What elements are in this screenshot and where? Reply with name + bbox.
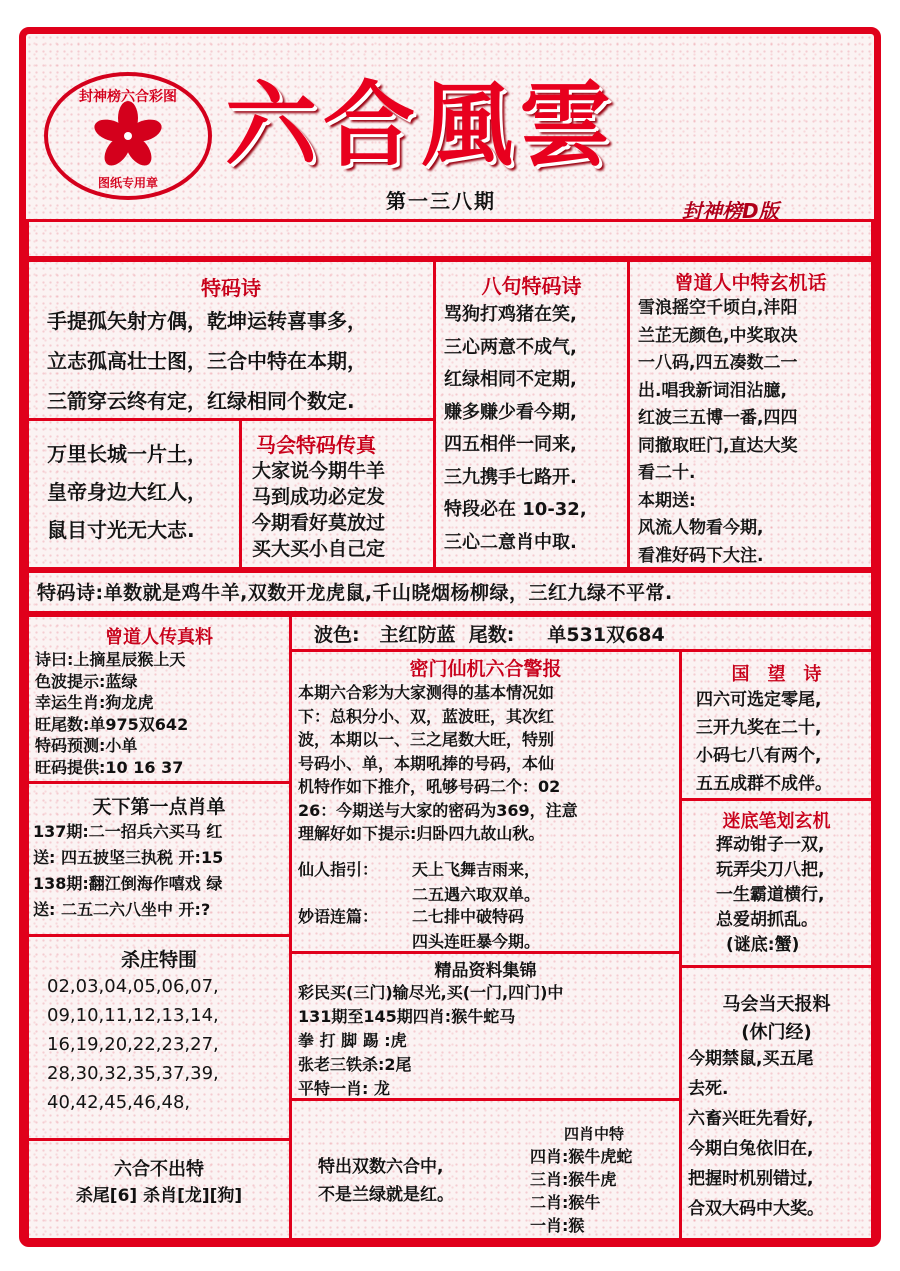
kill-line: 28,30,32,35,37,39, <box>47 1063 219 1084</box>
zeng-mystic-line: 本期送: <box>638 490 696 511</box>
kill-line: 40,42,45,46,48, <box>47 1092 191 1113</box>
wave-label: 波色: <box>314 624 360 646</box>
double-line: 特出双数六合中, <box>318 1157 444 1177</box>
collection-box <box>289 951 682 1101</box>
eight-lines-line: 三心二意肖中取. <box>444 531 577 553</box>
no-special-title: 六合不出特 <box>114 1159 204 1180</box>
zeng-mystic-line: 红波三五博一番,四四 <box>638 408 798 428</box>
zodiac-list-title: 天下第一点肖单 <box>92 796 226 818</box>
mahui-report-line: 六畜兴旺先看好, <box>688 1109 814 1129</box>
secret-line: 下：总积分小、双，蓝波旺，其次红 <box>298 706 555 726</box>
tema-poem-title: 特码诗 <box>201 276 261 300</box>
nation-poem-line: 三开九奖在二十, <box>696 718 822 738</box>
tema-poem-line: 三箭穿云终有定，红绿相同个数定. <box>47 389 355 413</box>
tema-poem-box <box>26 259 436 421</box>
great-wall-line: 皇帝身边大红人， <box>47 480 207 504</box>
collection-line: 平特一肖: 龙 <box>298 1079 390 1098</box>
poem-line: 四头连旺暴今期。 <box>412 932 541 951</box>
secret-line: 号码小、单，本期吼捧的号码，本仙 <box>298 753 555 773</box>
mahui-fax-line: 大家说今期牛羊 <box>252 460 386 482</box>
mahui-report-line: 去死. <box>688 1079 729 1099</box>
eight-lines-line: 三心两意不成气, <box>444 336 577 358</box>
guide-line: 二五遇六取双单。 <box>412 885 541 904</box>
guide-label: 仙人指引： <box>298 860 379 879</box>
kill-line: 09,10,11,12,13,14, <box>47 1005 219 1026</box>
secret-line: 26：今期送与大家的密码为369，注意 <box>298 800 578 820</box>
zeng-mystic-line: 雪浪摇空千顷白,沣阳 <box>638 298 798 318</box>
collection-line: 拳 打 脚 踢 :虎 <box>298 1031 407 1050</box>
zeng-fax-line: 旺码提供:10 16 37 <box>35 757 184 777</box>
tema-poem-line: 立志孤高壮士图，三合中特在本期， <box>47 349 367 373</box>
double-box <box>289 1098 682 1241</box>
tema-poem-text <box>29 301 433 421</box>
page-title: 六合風雲 <box>225 71 618 179</box>
nation-poem-line: 四六可选定零尾, <box>696 690 822 710</box>
eight-lines-title: 八句特码诗 <box>481 274 582 298</box>
seal-top-text: 封神榜六合彩图 <box>79 89 177 105</box>
seal-stamp <box>44 72 212 200</box>
poem-line: 二七排中破特码 <box>412 907 525 926</box>
kill-line: 16,19,20,22,23,27, <box>47 1034 219 1055</box>
tail-value: 单531双684 <box>547 624 665 646</box>
zeng-mystic-line: 一八码,四五凑数二一 <box>638 353 798 373</box>
mahui-report-box <box>679 965 874 1241</box>
nation-poem-line: 五五成群不成伴。 <box>696 774 832 794</box>
no-special-line: 杀尾[6] 杀肖[龙][狗] <box>75 1186 243 1206</box>
nation-poem-box <box>679 649 874 801</box>
eight-lines-box <box>433 259 630 570</box>
zeng-mystic-line: 出.唱我新词泪沾臆, <box>638 380 787 401</box>
issue-number: 第一三八期 <box>386 189 496 213</box>
seal-bottom-text: 图纸专用章 <box>97 176 158 190</box>
header-divider-bar <box>26 219 874 259</box>
eight-lines-line: 特段必在 10-32, <box>444 499 587 520</box>
secret-line: 波，本期以一、三之尾数大旺，特别 <box>298 730 555 749</box>
secret-box <box>289 649 682 954</box>
collection-title: 精品资料集锦 <box>434 961 537 981</box>
eight-lines-line: 赚多赚少看今期, <box>444 401 577 423</box>
great-wall-line: 鼠目寸光无大志. <box>47 518 195 542</box>
great-wall-line: 万里长城一片土， <box>47 442 207 466</box>
eight-lines-line: 三九携手七路开. <box>444 466 577 488</box>
zeng-mystic-line: 看准好码下大注. <box>638 545 764 566</box>
zodiac-list-line: 送: 二五二六八坐中 开:? <box>33 900 211 919</box>
guide-line: 天上飞舞吉雨来， <box>412 860 541 879</box>
eight-lines-line: 四五相伴一同来, <box>444 434 577 455</box>
zeng-fax-box <box>26 614 292 784</box>
riddle-title: 迷底笔划玄机 <box>722 811 831 832</box>
secret-line: 理解好如下提示:归卧四九故山秋。 <box>298 824 545 843</box>
zeng-mystic-box <box>627 259 874 570</box>
eight-lines-line: 红绿相同不定期, <box>444 369 577 390</box>
mahui-fax-box <box>239 418 436 570</box>
poem-label: 妙语连篇： <box>298 907 379 926</box>
edition-label: 封神榜D版 <box>682 199 779 223</box>
wave-value: 主红防蓝 <box>379 624 456 646</box>
four-zodiac-line: 四肖:猴牛虎蛇 <box>530 1147 633 1166</box>
kill-box <box>26 934 292 1141</box>
zodiac-list-box <box>26 781 292 937</box>
collection-line: 张老三铁杀:2尾 <box>298 1055 412 1074</box>
zodiac-list-line: 137期:二一招兵六买马 红 <box>33 822 223 841</box>
zeng-mystic-line: 看二十. <box>638 463 696 483</box>
mahui-report-line: 今期禁鼠,买五尾 <box>688 1049 814 1069</box>
riddle-line: 总爱胡抓乱。 <box>716 910 818 930</box>
zeng-mystic-line: 风流人物看今期, <box>638 518 764 538</box>
zeng-mystic-line: 兰芷无颜色,中奖取决 <box>638 325 798 346</box>
mahui-fax-line: 买大买小自己定 <box>252 538 386 560</box>
riddle-line: 挥动钳子一双, <box>716 835 825 855</box>
four-zodiac-line: 二肖:猴牛 <box>530 1193 601 1212</box>
secret-title: 密门仙机六合警报 <box>409 658 562 680</box>
riddle-line: 一生霸道横行, <box>716 885 825 905</box>
mahui-report-line: 合双大码中大奖。 <box>688 1199 824 1219</box>
riddle-answer: (谜底:蟹) <box>726 935 800 955</box>
kill-title: 杀庄特围 <box>120 949 197 971</box>
zeng-fax-line: 诗曰:上摘星辰猴上天 <box>35 650 186 669</box>
zeng-fax-line: 特码预测:小单 <box>35 736 138 755</box>
collection-line: 彩民买(三门)输尽光,买(一门,四门)中 <box>298 983 564 1002</box>
tema-poem-line: 手提孤矢射方偶，乾坤运转喜事多， <box>47 309 367 333</box>
mahui-report-title: 马会当天报料 <box>722 994 831 1015</box>
secret-line: 机特作如下推介，吼够号码二个：02 <box>298 777 561 796</box>
collection-line: 131期至145期四肖:猴牛蛇马 <box>298 1007 516 1026</box>
great-wall-box <box>26 418 242 570</box>
double-line: 不是兰绿就是红。 <box>318 1185 454 1205</box>
eight-lines-line: 骂狗打鸡猪在笑, <box>444 304 577 325</box>
mahui-report-subtitle: (休门经) <box>741 1022 812 1043</box>
banner-text: 特码诗:单数就是鸡牛羊,双数开龙虎鼠,千山晓烟杨柳绿，三红九绿不平常. <box>37 582 673 604</box>
zodiac-list-line: 送: 四五披坚三执税 开:15 <box>33 848 224 867</box>
mahui-report-line: 把握时机别错过, <box>688 1169 814 1189</box>
no-special-box <box>26 1138 292 1241</box>
riddle-line: 玩弄尖刀八把, <box>716 860 825 880</box>
zeng-mystic-title: 曾道人中特玄机话 <box>674 272 827 294</box>
mahui-report-line: 今期白兔依旧在, <box>688 1139 814 1159</box>
four-zodiac-line: 一肖:猴 <box>530 1216 585 1235</box>
four-zodiac-line: 三肖:猴牛虎 <box>530 1170 617 1189</box>
zeng-fax-line: 色波提示:蓝绿 <box>35 671 138 691</box>
nation-poem-line: 小码七八有两个, <box>696 746 822 766</box>
wave-box <box>289 614 874 652</box>
nation-poem-title: 国 望 诗 <box>731 664 822 685</box>
kill-line: 02,03,04,05,06,07, <box>47 976 219 997</box>
tail-label: 尾数: <box>468 624 515 646</box>
zeng-mystic-line: 同撤取旺门,直达大奖 <box>638 435 798 456</box>
zeng-fax-title: 曾道人传真料 <box>105 627 213 648</box>
mahui-fax-line: 今期看好莫放过 <box>252 512 386 534</box>
zeng-fax-line: 旺尾数:单975双642 <box>35 714 189 734</box>
zodiac-list-line: 138期:翻江倒海作嘻戏 绿 <box>33 874 223 893</box>
mahui-fax-title: 马会特码传真 <box>256 433 376 457</box>
secret-line: 本期六合彩为大家测得的基本情况如 <box>298 683 555 702</box>
zeng-fax-line: 幸运生肖:狗龙虎 <box>35 693 154 712</box>
four-zodiac-title: 四肖中特 <box>564 1125 625 1143</box>
mahui-fax-line: 马到成功必定发 <box>252 486 386 508</box>
banner-box <box>26 570 874 614</box>
riddle-box <box>679 798 874 968</box>
